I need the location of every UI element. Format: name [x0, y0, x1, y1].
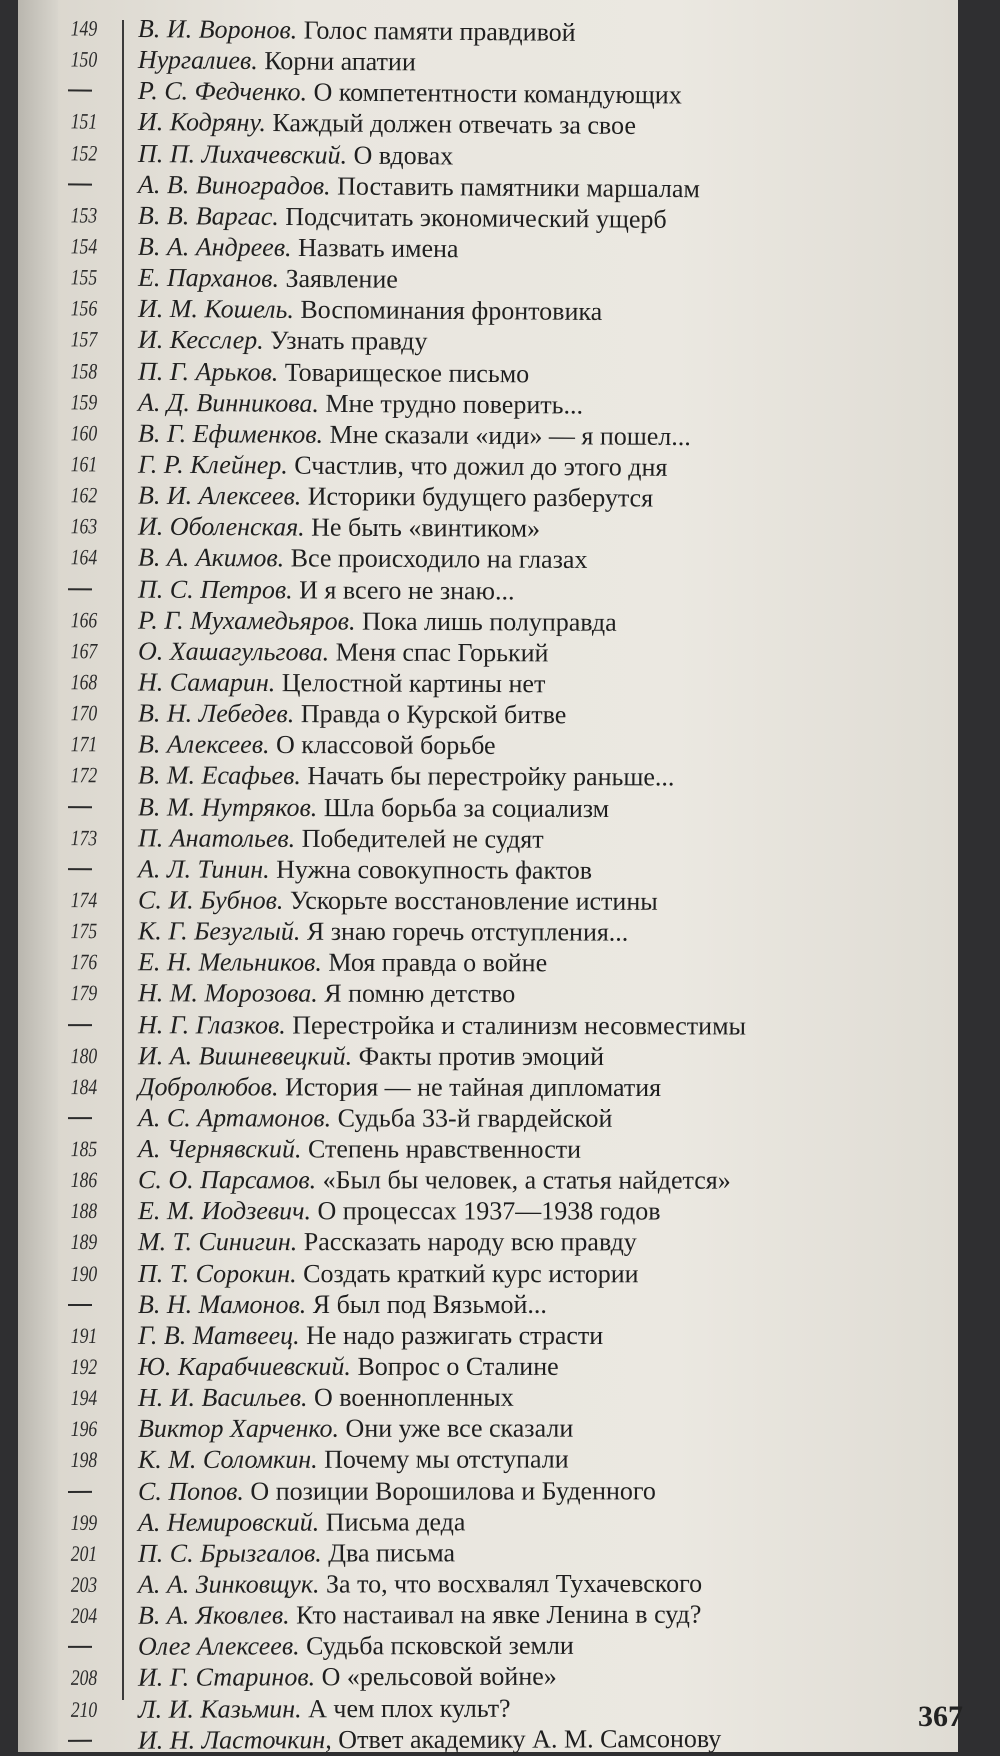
toc-entry	[18, 666, 958, 701]
toc-entry	[18, 1382, 958, 1414]
page-ref-number: 158	[70, 357, 98, 384]
page-ref-number: 159	[70, 389, 98, 415]
entry-text	[138, 1071, 661, 1103]
entry-title: Голос памяти правдивой	[303, 15, 576, 47]
entry-title: Почему мы отступали	[324, 1444, 569, 1475]
toc-entry	[18, 635, 958, 670]
page-ref-number: 173	[70, 824, 98, 850]
entry-title: Товарищеское письмо	[284, 357, 530, 388]
entry-author: В. А. Акимов.	[137, 543, 285, 573]
entry-text	[138, 262, 398, 295]
entry-text	[138, 635, 549, 668]
page-ref-number: 171	[70, 731, 98, 757]
entry-title: Вопрос о Сталине	[357, 1351, 559, 1381]
toc-entry	[18, 1598, 958, 1631]
toc-entry	[18, 1009, 958, 1042]
page-ref-dash	[68, 1646, 92, 1648]
toc-entry	[18, 1475, 958, 1507]
page-ref-number: 196	[70, 1416, 98, 1442]
entry-author: В. А. Андреев.	[137, 231, 292, 262]
entry-title: Степень нравственности	[307, 1134, 582, 1164]
toc-entry	[18, 759, 958, 794]
page-ref-number: 208	[70, 1665, 98, 1691]
entry-title: О вдовах	[353, 140, 454, 170]
entry-text	[138, 44, 416, 77]
entry-title: И я всего не знаю...	[299, 574, 515, 605]
entry-title: О военнопленных	[313, 1382, 514, 1413]
entry-text	[138, 75, 682, 111]
entry-author: В. М. Есафьев.	[137, 760, 301, 791]
entry-title: Все происходило на глазах	[290, 543, 588, 575]
entry-author: Е. М. Иодзевич.	[137, 1196, 312, 1226]
entry-author: Л. И. Казьмин.	[137, 1693, 302, 1724]
page-ref-number: 201	[70, 1540, 98, 1566]
entry-text	[138, 418, 691, 452]
entry-title: Не быть «винтиком»	[311, 512, 541, 544]
entry-author: В. М. Нутряков.	[137, 791, 318, 822]
entry-title: О позиции Ворошилова и Буденного	[250, 1475, 656, 1506]
toc-entry	[18, 1691, 958, 1725]
toc-entry	[18, 1226, 958, 1258]
entry-author: О. Хашагульгова.	[137, 636, 330, 667]
page-ref-number: 156	[70, 295, 98, 321]
entry-title: Письма деда	[325, 1507, 466, 1537]
entry-text	[138, 1040, 604, 1072]
entry-text	[138, 822, 544, 854]
table-of-contents	[18, 12, 958, 1756]
entry-author: А. Чернявский.	[137, 1134, 302, 1164]
toc-entry	[18, 1195, 958, 1227]
toc-entry	[18, 1133, 958, 1165]
entry-author: Добролюбов.	[137, 1071, 279, 1102]
page-ref-number: 164	[70, 544, 98, 570]
entry-author: И. М. Кошель.	[137, 294, 294, 325]
entry-title: Пока лишь полуправда	[361, 606, 617, 637]
entry-author: П. Г. Арьков.	[137, 356, 279, 387]
page-ref-dash	[68, 806, 92, 808]
page-ref-number: 154	[70, 233, 98, 259]
toc-entry	[18, 1071, 958, 1104]
page-ref-number: 161	[70, 451, 98, 477]
page-ref-number: 191	[70, 1322, 98, 1348]
entry-text	[138, 666, 546, 699]
entry-title: Корни апатии	[264, 46, 416, 77]
entry-text	[138, 853, 592, 885]
page-ref-number: 157	[70, 326, 98, 352]
page-ref-dash	[68, 1740, 92, 1742]
entry-text	[138, 1537, 455, 1568]
entry-author: В. Г. Ефименков.	[137, 418, 324, 449]
page-ref-dash	[68, 1491, 92, 1493]
toc-entry	[18, 853, 958, 887]
entry-text	[138, 915, 628, 947]
entry-author: В. И. Воронов.	[137, 14, 298, 45]
toc-entry	[18, 1351, 958, 1382]
toc-entry	[18, 1040, 958, 1073]
entry-title: А чем плох культ?	[308, 1693, 511, 1723]
entry-title: Мне трудно поверить...	[325, 388, 584, 420]
entry-text	[138, 1568, 702, 1600]
entry-author: Виктор Харченко.	[137, 1414, 340, 1444]
entry-text	[138, 480, 653, 514]
entry-author: А. Немировский.	[137, 1507, 320, 1537]
entry-author: А. Д. Винникова.	[137, 387, 319, 418]
page-number: 367	[918, 1700, 963, 1733]
entry-title: Кто настаивал на явке Ленина в суд?	[296, 1599, 702, 1630]
entry-text	[138, 1630, 574, 1662]
entry-title: Воспоминания фронтовика	[300, 295, 603, 327]
entry-title: Поставить памятники маршалам	[337, 171, 701, 203]
toc-entry	[18, 1629, 958, 1662]
toc-entry	[18, 1102, 958, 1134]
entry-title: Нужна совокупность фактов	[276, 854, 593, 885]
entry-title: Ускорьте восстановление истины	[289, 885, 658, 916]
entry-author: К. М. Соломкин.	[137, 1445, 318, 1475]
entry-title: Я помню детство	[324, 979, 516, 1009]
entry-text	[138, 1723, 721, 1756]
page-ref-number: 150	[70, 46, 98, 72]
toc-entry	[18, 1567, 958, 1600]
page-ref-number: 149	[70, 15, 98, 41]
entry-title: Назвать имена	[297, 233, 459, 264]
entry-title: Перестройка и сталинизм несовместимы	[292, 1010, 747, 1040]
entry-title: Я знаю горечь отступления...	[306, 916, 629, 947]
entry-text	[138, 947, 547, 979]
entry-text	[138, 1195, 661, 1226]
entry-title: «Был бы человек, а статья найдется»	[322, 1165, 731, 1195]
entry-author: Н. Самарин.	[137, 667, 276, 698]
page-ref-number: 192	[70, 1354, 98, 1380]
entry-author: Е. Парханов.	[137, 262, 280, 293]
entry-title: Два письма	[328, 1538, 456, 1568]
entry-author: П. Т. Сорокин.	[137, 1258, 297, 1288]
entry-text	[138, 200, 667, 235]
entry-title: Мне сказали «иди» — я пошел...	[329, 419, 691, 451]
toc-entry	[18, 1444, 958, 1476]
entry-text	[138, 1009, 746, 1041]
entry-title: Историки будущего разберутся	[307, 481, 654, 513]
entry-author: И. Оболенская.	[137, 511, 305, 542]
entry-author: Р. С. Федченко.	[137, 76, 308, 107]
page-ref-number: 188	[70, 1198, 98, 1224]
toc-entry	[18, 604, 958, 640]
entry-author: Олег Алексеев.	[137, 1631, 300, 1662]
entry-text	[138, 1289, 547, 1320]
page-ref-number: 162	[70, 482, 98, 508]
entry-title: Заявление	[285, 264, 398, 294]
entry-author: В. И. Алексеев.	[137, 480, 302, 511]
page-ref-number: 166	[70, 606, 98, 633]
entry-author: В. В. Варгас.	[137, 200, 279, 231]
entry-author: М. Т. Синигин.	[137, 1227, 298, 1257]
page-ref-number: 167	[70, 638, 98, 664]
entry-text	[138, 355, 529, 389]
entry-author: Н. И. Васильев.	[137, 1383, 308, 1413]
entry-title: О процессах 1937—1938 годов	[317, 1196, 661, 1226]
page-ref-number: 174	[70, 887, 98, 913]
entry-title: Моя правда о войне	[328, 947, 548, 978]
entry-author: С. О. Парсамов.	[137, 1165, 317, 1195]
entry-author: П. С. Брызгалов.	[137, 1538, 322, 1568]
entry-text	[138, 1692, 511, 1724]
entry-text	[138, 293, 602, 327]
entry-title: Шла борьба за социализм	[323, 792, 610, 823]
entry-author: И. Кесслер.	[137, 325, 264, 356]
entry-title: Создать краткий курс истории	[303, 1258, 639, 1288]
entry-author: К. Г. Безуглый.	[137, 916, 301, 946]
page-ref-number: 153	[70, 202, 98, 228]
entry-author: И. А. Вишневецкий.	[137, 1040, 353, 1071]
page-ref-number: 194	[70, 1385, 98, 1411]
entry-author: Г. В. Матвеец.	[137, 1320, 300, 1350]
toc-entry	[18, 1258, 958, 1289]
page-ref-number: 151	[70, 108, 98, 135]
page-ref-number: 179	[70, 980, 98, 1006]
entry-text	[138, 449, 668, 483]
entry-title: Я был под Вязьмой...	[312, 1289, 547, 1319]
entry-text	[138, 1164, 731, 1196]
entry-author: Нургалиев.	[137, 45, 258, 76]
entry-title: Правда о Курской битве	[300, 699, 567, 730]
entry-author: А. С. Артамонов.	[137, 1103, 332, 1133]
entry-author: В. Н. Лебедев.	[137, 698, 295, 729]
entry-text	[138, 1227, 637, 1258]
entry-author: Е. Н. Мельников.	[137, 947, 322, 977]
entry-text	[138, 231, 459, 264]
entry-title: История — не тайная дипломатия	[284, 1072, 662, 1102]
entry-author: Н. Г. Глазков.	[137, 1009, 286, 1040]
page-ref-dash	[68, 1117, 92, 1119]
entry-author: Ю. Карабчиевский.	[137, 1351, 351, 1382]
entry-text	[138, 729, 496, 761]
toc-entry	[18, 728, 958, 763]
page-ref-dash	[68, 90, 92, 92]
page-ref-number: 203	[70, 1571, 98, 1597]
entry-text	[138, 1661, 557, 1693]
page-ref-number: 152	[70, 139, 98, 166]
page-ref-number: 186	[70, 1167, 98, 1193]
page-ref-number: 198	[70, 1447, 98, 1473]
entry-title: О классовой борьбе	[275, 730, 496, 761]
toc-entry	[18, 1289, 958, 1320]
entry-text	[138, 13, 576, 48]
page-ref-number: 184	[70, 1073, 98, 1099]
entry-text	[138, 1382, 514, 1413]
entry-text	[138, 324, 428, 357]
toc-entry	[18, 822, 958, 856]
entry-author: Р. Г. Мухамедьяров.	[137, 605, 356, 636]
entry-author: С. И. Бубнов.	[137, 885, 284, 915]
entry-text	[138, 1102, 612, 1134]
entry-author: П. П. Лихачевский.	[137, 138, 348, 170]
page-ref-number: 172	[70, 762, 98, 788]
entry-text	[138, 791, 609, 824]
toc-entry	[18, 1536, 958, 1569]
page-ref-number: 168	[70, 669, 98, 695]
page-ref-number: 170	[70, 700, 98, 726]
entry-author: И. Кодряну.	[137, 107, 267, 138]
toc-entry	[18, 541, 958, 577]
page-ref-number: 163	[70, 513, 98, 539]
entry-text	[138, 698, 566, 731]
page-ref-dash	[68, 588, 92, 590]
entry-author: В. Н. Мамонов.	[137, 1289, 307, 1319]
toc-entry	[18, 573, 958, 609]
page-ref-number: 189	[70, 1229, 98, 1255]
entry-title: О «рельсовой войне»	[321, 1662, 557, 1692]
toc-entry	[18, 915, 958, 949]
toc-entry	[18, 1413, 958, 1445]
entry-text	[138, 1444, 569, 1475]
entry-title: Факты против эмоций	[358, 1041, 605, 1071]
entry-author: П. Анатольев.	[137, 823, 296, 853]
entry-text	[138, 138, 453, 171]
page-ref-number: 204	[70, 1603, 98, 1629]
entry-author: А. А. Зинковщук.	[137, 1569, 320, 1599]
entry-title: За то, что восхвалял Тухачевского	[325, 1568, 703, 1599]
entry-text	[138, 1351, 559, 1382]
entry-text	[138, 1475, 656, 1507]
toc-entry	[18, 884, 958, 918]
entry-title: Начать бы перестройку раньше...	[307, 761, 675, 792]
book-page	[18, 0, 963, 1755]
entry-title: Счастлив, что дожил до этого дня	[294, 450, 668, 482]
page-ref-dash	[68, 1024, 92, 1026]
entry-title: Подсчитать экономический ущерб	[285, 201, 667, 234]
page-ref-dash	[68, 1304, 92, 1306]
entry-title: Ответ академику А. М. Самсонову	[338, 1723, 722, 1754]
entry-title: Рассказать народу всю правду	[303, 1227, 637, 1257]
entry-author: Н. М. Морозова.	[137, 978, 318, 1009]
entry-text	[138, 1320, 603, 1351]
entry-title: Они уже все сказали	[345, 1413, 574, 1444]
toc-entry	[18, 791, 958, 825]
toc-entry	[18, 977, 958, 1010]
entry-text	[138, 386, 583, 420]
entry-text	[138, 1133, 581, 1165]
page-ref-dash	[68, 868, 92, 870]
entry-text	[138, 1413, 573, 1444]
entry-author: Г. Р. Клейнер.	[137, 449, 288, 480]
toc-entry	[18, 1320, 958, 1351]
page-ref-number: 160	[70, 420, 98, 446]
toc-entry	[18, 1722, 958, 1756]
toc-entry	[18, 1660, 958, 1693]
entry-title: Не надо разжигать страсти	[306, 1320, 604, 1350]
entry-text	[138, 760, 675, 793]
toc-entry	[18, 1506, 958, 1538]
entry-title: Целостной картины нет	[281, 668, 546, 699]
page-ref-number: 199	[70, 1509, 98, 1535]
toc-entry	[18, 946, 958, 979]
page-ref-number: 180	[70, 1042, 98, 1068]
page-ref-number: 190	[70, 1260, 98, 1286]
entry-title: Меня спас Горький	[335, 637, 549, 668]
entry-author: А. В. Виноградов.	[137, 169, 331, 201]
entry-text	[138, 511, 540, 544]
entry-title: О компетентности командующих	[313, 77, 682, 110]
page-ref-number: 210	[70, 1696, 98, 1722]
entry-text	[138, 573, 515, 606]
page-ref-number: 175	[70, 918, 98, 944]
toc-entry	[18, 697, 958, 732]
entry-author: П. С. Петров.	[137, 574, 293, 604]
entry-text	[138, 1258, 639, 1289]
entry-author: С. Попов.	[137, 1476, 244, 1506]
entry-author: А. Л. Тинин.	[137, 854, 270, 884]
entry-text	[138, 1599, 701, 1631]
entry-text	[138, 169, 700, 204]
page-ref-number: 185	[70, 1136, 98, 1162]
entry-text	[138, 604, 617, 637]
entry-text	[138, 1506, 465, 1537]
entry-author: И. Г. Старинов.	[137, 1662, 316, 1693]
entry-text	[138, 542, 588, 575]
page-ref-dash	[68, 183, 92, 185]
entry-author: И. Н. Ласточкин,	[137, 1724, 332, 1755]
entry-text	[138, 978, 515, 1010]
entry-text	[138, 884, 658, 916]
page-ref-number: 176	[70, 949, 98, 975]
entry-text	[138, 106, 636, 141]
entry-title: Узнать правду	[270, 326, 428, 357]
page-ref-number: 155	[70, 264, 98, 290]
entry-title: Каждый должен отвечать за свое	[272, 108, 637, 141]
entry-title: Судьба 33-й гвардейской	[337, 1103, 613, 1133]
entry-author: В. Алексеев.	[137, 729, 270, 760]
entry-title: Судьба псковской земли	[306, 1631, 574, 1661]
toc-entry	[18, 1164, 958, 1196]
entry-author: В. А. Яковлев.	[137, 1600, 290, 1630]
entry-title: Победителей не судят	[301, 823, 544, 854]
